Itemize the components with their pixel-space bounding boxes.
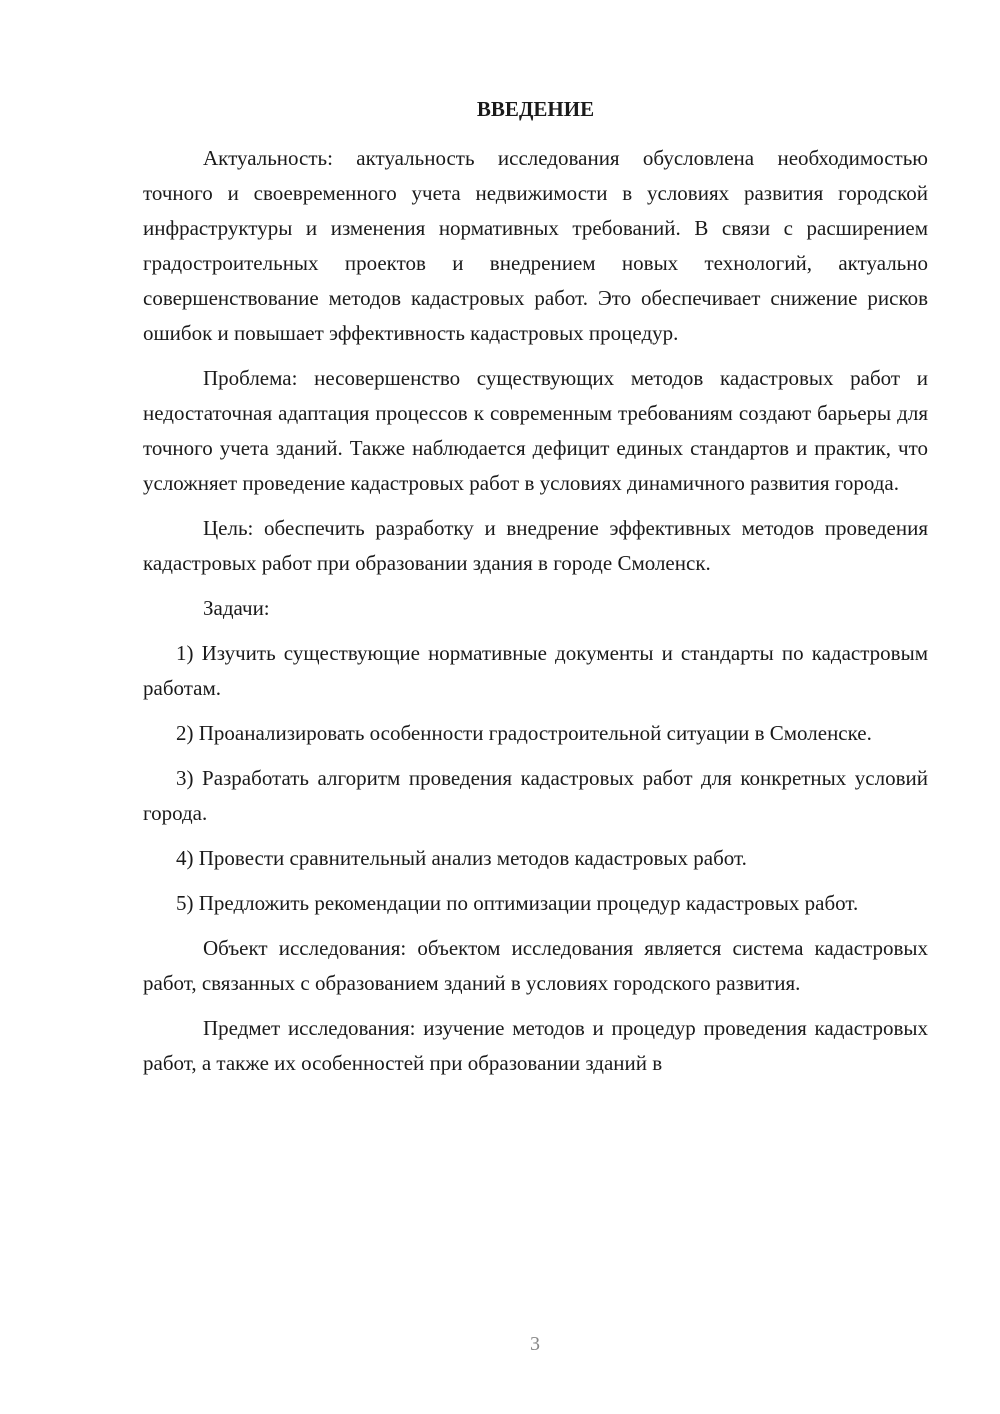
page-number: 3 xyxy=(530,1333,540,1355)
section-heading: ВВЕДЕНИЕ xyxy=(476,97,595,121)
paragraph-object: Объект исследования: объектом исследования является система кадастровых работ, связанных с образованием зданий в условиях городского развития. xyxy=(143,936,928,995)
tasks-label: Задачи: xyxy=(203,596,270,620)
task-item: 1) Изучить существующие нормативные документы и стандарты по кадастровым работам. xyxy=(143,641,928,700)
paragraph-subject: Предмет исследования: изучение методов и процедур проведения кадастровых работ, а также их особенностей при образовании зданий в xyxy=(143,1016,928,1075)
task-item: 4) Провести сравнительный анализ методов кадастровых работ. xyxy=(176,846,747,870)
task-item: 3) Разработать алгоритм проведения кадастровых работ для конкретных условий города. xyxy=(143,766,928,825)
tasks-list xyxy=(143,636,928,921)
paragraph-relevance: Актуальность: актуальность исследования обусловлена необходимостью точного и своевременного учета недвижимости в условиях развития городской инфраструктуры и изменения нормативных требований. В связи с расширением градостроительных проектов и внедрением новых технологий, актуально совершенствование методов кадастровых работ. Это обеспечивает снижение рисков ошибок и повышает эффективность кадастровых процедур. xyxy=(143,146,928,345)
page-content xyxy=(143,92,928,1091)
paragraph-problem: Проблема: несовершенство существующих методов кадастровых работ и недостаточная адаптация процессов к современным требованиям создают барьеры для точного учета зданий. Также наблюдается дефицит единых стандартов и практик, что усложняет проведение кадастровых работ в условиях динамичного развития города. xyxy=(143,366,928,495)
paragraph-goal: Цель: обеспечить разработку и внедрение эффективных методов проведения кадастровых работ при образовании здания в городе Смоленск. xyxy=(143,516,928,575)
task-item: 2) Проанализировать особенности градостроительной ситуации в Смоленске. xyxy=(176,721,872,745)
task-item: 5) Предложить рекомендации по оптимизации процедур кадастровых работ. xyxy=(176,891,859,915)
